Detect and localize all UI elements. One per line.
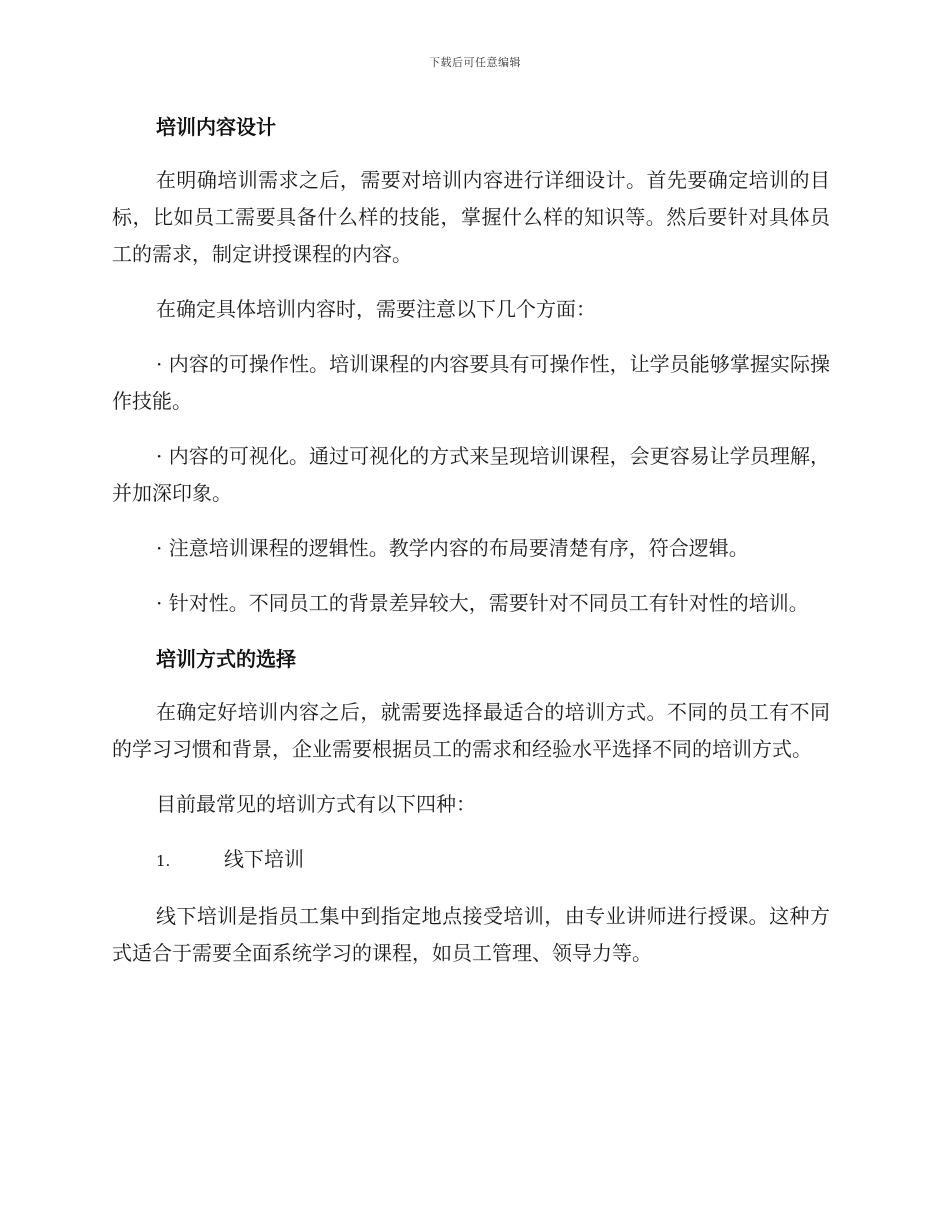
paragraph: 在确定好培训内容之后，就需要选择最适合的培训方式。不同的员工有不同的学习习惯和背景，企业需要根据员工的需求和经验水平选择不同的培训方式。: [112, 700, 830, 761]
paragraph: 线下培训是指员工集中到指定地点接受培训，由专业讲师进行授课。这种方式适合于需要全面系统学习的课程，如员工管理、领导力等。: [112, 904, 830, 965]
paragraph: 在明确培训需求之后，需要对培训内容进行详细设计。首先要确定培训的目标，比如员工需要具备什么样的技能，掌握什么样的知识等。然后要针对具体员工的需求，制定讲授课程的内容。: [112, 168, 830, 266]
section-heading-content-design: 培训内容设计: [156, 115, 276, 139]
bullet-paragraph: · 注意培训课程的逻辑性。教学内容的布局要清楚有序，符合逻辑。: [156, 536, 749, 560]
paragraph: 在确定具体培训内容时，需要注意以下几个方面：: [156, 297, 596, 321]
bullet-paragraph: · 针对性。不同员工的背景差异较大，需要针对不同员工有针对性的培训。: [156, 591, 809, 615]
bullet-paragraph: · 内容的可视化。通过可视化的方式来呈现培训课程，会更容易让学员理解，并加深印象。: [112, 444, 830, 505]
paragraph: 目前最常见的培训方式有以下四种：: [156, 792, 476, 816]
header-note: 下载后可任意编辑: [429, 56, 521, 69]
bullet-paragraph: · 内容的可操作性。培训课程的内容要具有可操作性，让学员能够掌握实际操作技能。: [112, 352, 830, 413]
list-number: 1.: [156, 852, 171, 870]
document-body: [112, 108, 830, 990]
list-item-label: 线下培训: [224, 847, 304, 871]
section-heading-training-method: 培训方式的选择: [156, 647, 296, 671]
numbered-list-item: [112, 841, 830, 880]
